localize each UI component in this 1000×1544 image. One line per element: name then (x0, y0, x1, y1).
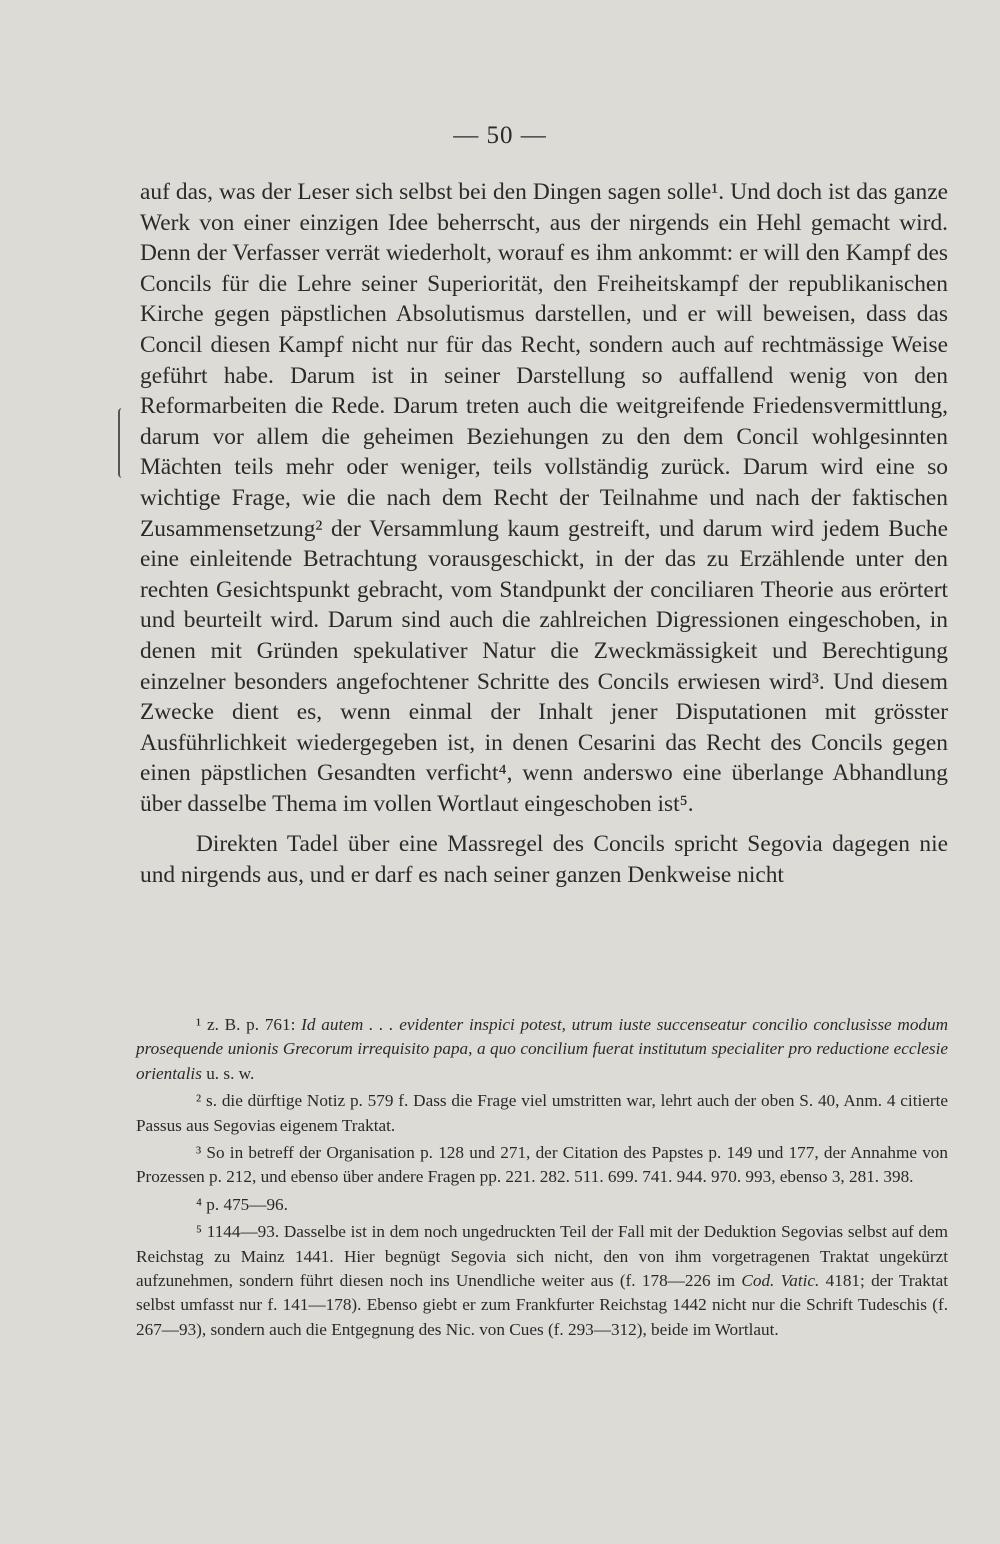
paragraph: Direkten Tadel über eine Massregel des Concils spricht Segovia dagegen nie und nirgends aus, und er darf es nach seiner ganzen Denkweise nicht (140, 831, 948, 889)
footnote-mark: ¹ (196, 1015, 202, 1034)
footnote-lead: p. 475—96. (206, 1194, 288, 1214)
footnote-tail: 4181; der Traktat selbst umfasst nur f. 141—178). Ebenso giebt er zum Frankfurter Reichstag 1442 nicht nur die Schrift Tudeschis (f. 267—93), sondern auch die Entgegnung des Nic. von Cues (f. 293—312), beide im Wortlaut. (136, 1271, 949, 1339)
footnote-mark: ⁵ (196, 1222, 202, 1242)
footnote (136, 1141, 948, 1190)
footnote-tail: u. s. w. (206, 1063, 255, 1083)
footnote-lead: So in betreff der Organisation p. 128 und 271, der Citation des Papstes p. 149 und 177, der Annahme von Prozessen p. 212, und ebenso über andere Fragen pp. 221. 282. 511. 699. 741. 944. 970. 993, ebenso 3, 281. 398. (136, 1143, 948, 1187)
footnote-lead: 1144—93. Dasselbe ist in dem noch ungedruckten Teil der Fall mit der Deduktion Segovias selbst auf dem Reichstag zu Mainz 1441. Hier begnügt Segovia sich nicht, den von ihm vorgetragenen Traktat ungekürzt aufzunehmen, sondern führt diesen noch ins Unendliche weiter aus (f. 178—226 im (136, 1222, 948, 1291)
page-number: — 50 — (453, 122, 547, 149)
footnote (136, 1089, 948, 1138)
footnote (136, 1220, 948, 1342)
footnote (136, 1193, 948, 1217)
footnote-mark: ⁴ (196, 1194, 202, 1214)
footnote-lead: z. B. p. 761: (206, 1015, 296, 1034)
margin-pencil-mark (118, 408, 130, 478)
footnote-mark: ² (196, 1091, 202, 1111)
footnotes (136, 1013, 948, 1345)
footnote (136, 1013, 948, 1086)
footnote-lead: s. die dürftige Notiz p. 579 f. Dass die Frage viel umstritten war, lehrt auch der oben S. 40, Anm. 4 citierte Passus aus Segovias eigenem Traktat. (136, 1091, 948, 1135)
main-text (140, 177, 948, 891)
paragraph: auf das, was der Leser sich selbst bei den Dingen sagen solle¹. Und doch ist das ganze Werk von einer einzigen Idee beherrscht, aus der nirgends ein Hehl gemacht wird. Denn der Verfasser verrät wiederholt, worauf es ihm ankommt: er will den Kampf des Concils für die Lehre seiner Superiorität, den Freiheitskampf der republikanischen Kirche gegen päpstlichen Absolutismus darstellen, und er will beweisen, dass das Concil diesen Kampf nicht nur für das Recht, sondern auch auf rechtmässige Weise geführt habe. Darum ist in seiner Darstellung so auffallend wenig von den Reformarbeiten die Rede. Darum treten auch die weitgreifende Friedensvermittlung, darum vor allem die geheimen Beziehungen zu den dem Concil wohlgesinnten Mächten teils mehr oder weniger, teils vollständig zurück. Darum wird eine so wichtige Frage, wie die nach dem Recht der Teilnahme und nach der faktischen Zusammensetzung² der Versammlung kaum gestreift, und darum wird jedem Buche eine einleitende Betrachtung vorausgeschickt, in der das zu Erzählende unter den rechten Gesichtspunkt gebracht, vom Standpunkt der conciliaren Theorie aus erörtert und beurteilt wird. Darum sind auch die zahlreichen Digressionen eingeschoben, in denen mit Gründen spekulativer Natur die Zweckmässigkeit und Berechtigung einzelner besonders angefochtener Schritte des Concils erwiesen wird³. Und diesem Zwecke dient es, wenn einmal der Inhalt jener Disputationen mit grösster Ausführlichkeit wiedergegeben ist, in denen Cesarini das Recht des Concils gegen einen päpstlichen Gesandten verficht⁴, wenn anderswo eine überlange Abhandlung über dasselbe Thema im vollen Wortlaut eingeschoben ist⁵. (140, 179, 948, 817)
footnote-italic: Id autem . . . evidenter inspici potest, utrum iuste succenseatur concilio conclusisse modum prosequende unionis Grecorum irrequisito papa, a quo concilium fuerat institutum specialiter pro reductione ecclesie orientalis (136, 1015, 949, 1083)
footnote-mark: ³ (196, 1143, 202, 1163)
footnote-italic: Cod. Vatic. (741, 1271, 820, 1291)
